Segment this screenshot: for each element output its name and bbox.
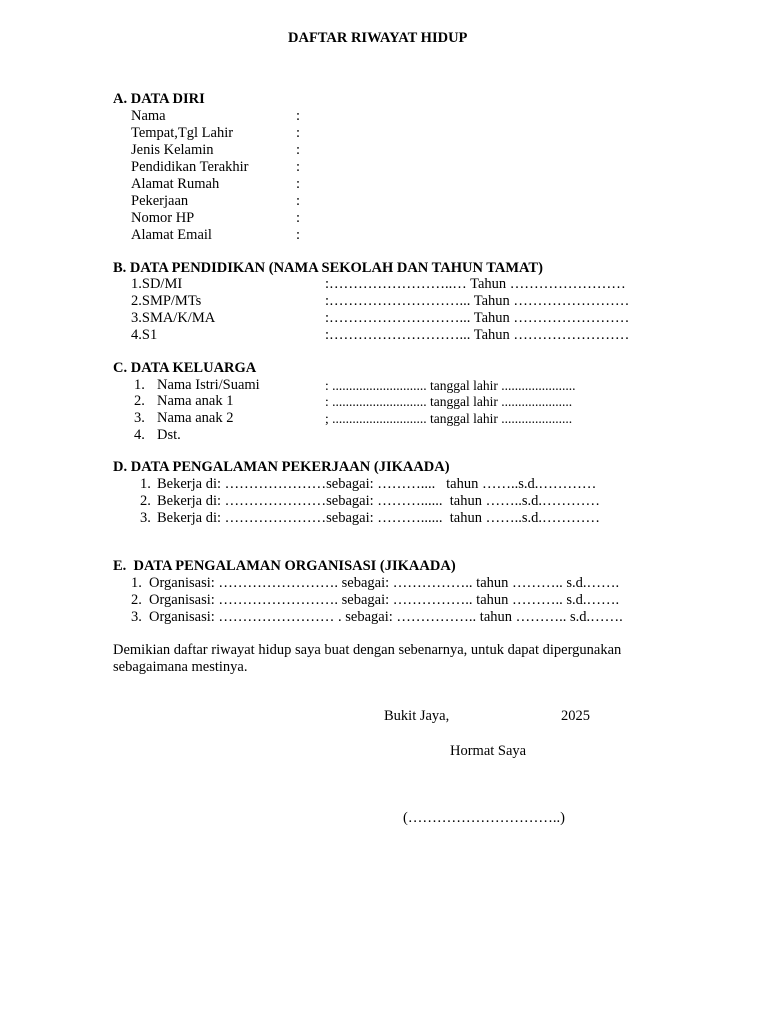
pendidikan-fill: :………………………... Tahun …………………… (325, 310, 630, 326)
organisasi-item: Organisasi: ……………………. sebagai: …………….. tahun ……….. s.d.……. (149, 592, 620, 608)
closing-line-1: Demikian daftar riwayat hidup saya buat dengan sebenarnya, untuk dapat dipergunakan (113, 642, 622, 658)
field-label-alamat-email: Alamat Email (131, 227, 212, 243)
list-number: 3. (134, 410, 145, 426)
list-number: 3. (131, 609, 142, 625)
keluarga-label: Nama anak 2 (157, 410, 234, 426)
signature-year: 2025 (561, 708, 590, 724)
field-label-nomor-hp: Nomor HP (131, 210, 195, 226)
list-number: 1. (140, 476, 151, 492)
field-colon: : (296, 125, 301, 141)
organisasi-item: Organisasi: ……………………. sebagai: …………….. tahun ……….. s.d.……. (149, 575, 620, 591)
list-number: 2. (131, 592, 142, 608)
signature-name-blank: (…………………………..) (403, 810, 565, 826)
document-title: DAFTAR RIWAYAT HIDUP (288, 30, 468, 46)
list-number: 1. (134, 377, 145, 393)
pendidikan-fill: :……………………..… Tahun …………………… (325, 276, 626, 292)
list-number: 4. (134, 427, 145, 443)
keluarga-label: Nama anak 1 (157, 393, 234, 409)
pendidikan-label: 3.SMA/K/MA (131, 310, 216, 326)
pekerjaan-item: Bekerja di: …………………sebagai: ……….... tahun ……..s.d.………… (157, 476, 597, 492)
field-label-nama: Nama (131, 108, 166, 124)
signature-greeting: Hormat Saya (450, 743, 527, 759)
field-label-pekerjaan: Pekerjaan (131, 193, 189, 209)
field-colon: : (296, 193, 301, 209)
section-c-heading: C. DATA KELUARGA (113, 360, 257, 376)
pekerjaan-item: Bekerja di: …………………sebagai: ………...... tahun ……..s.d.………… (157, 493, 601, 509)
keluarga-fill: : ............................ tanggal lahir ..................... (325, 394, 573, 409)
list-number: 1. (131, 575, 142, 591)
pendidikan-label: 4.S1 (131, 327, 158, 343)
keluarga-fill: : ............................ tanggal lahir ...................... (325, 378, 576, 393)
signature-place: Bukit Jaya, (384, 708, 450, 724)
list-number: 2. (134, 393, 145, 409)
list-number: 3. (140, 510, 151, 526)
field-label-pendidikan-terakhir: Pendidikan Terakhir (131, 159, 249, 175)
section-b-heading: B. DATA PENDIDIKAN (NAMA SEKOLAH DAN TAHUN TAMAT) (113, 260, 543, 276)
keluarga-label: Dst. (157, 427, 181, 443)
section-a-heading: A. DATA DIRI (113, 91, 205, 107)
organisasi-item: Organisasi: …………………… . sebagai: …………….. tahun ……….. s.d.……. (149, 609, 623, 625)
section-e-heading: E. DATA PENGALAMAN ORGANISASI (JIKAADA) (113, 558, 456, 574)
pendidikan-fill: :………………………... Tahun …………………… (325, 327, 630, 343)
pendidikan-fill: :………………………... Tahun …………………… (325, 293, 630, 309)
pendidikan-label: 1.SD/MI (131, 276, 183, 292)
closing-line-2: sebagaimana mestinya. (113, 659, 248, 675)
field-label-tempat-tgl-lahir: Tempat,Tgl Lahir (131, 125, 234, 141)
pekerjaan-item: Bekerja di: …………………sebagai: ………...... tahun ……..s.d.………… (157, 510, 601, 526)
field-label-jenis-kelamin: Jenis Kelamin (131, 142, 214, 158)
field-colon: : (296, 210, 301, 226)
field-label-alamat-rumah: Alamat Rumah (131, 176, 220, 192)
field-colon: : (296, 159, 301, 175)
pendidikan-label: 2.SMP/MTs (131, 293, 202, 309)
keluarga-fill: ; ............................ tanggal lahir ..................... (325, 411, 573, 426)
field-colon: : (296, 142, 301, 158)
field-colon: : (296, 108, 301, 124)
keluarga-label: Nama Istri/Suami (157, 377, 260, 393)
field-colon: : (296, 227, 301, 243)
section-d-heading: D. DATA PENGALAMAN PEKERJAAN (JIKAADA) (113, 459, 450, 475)
list-number: 2. (140, 493, 151, 509)
field-colon: : (296, 176, 301, 192)
